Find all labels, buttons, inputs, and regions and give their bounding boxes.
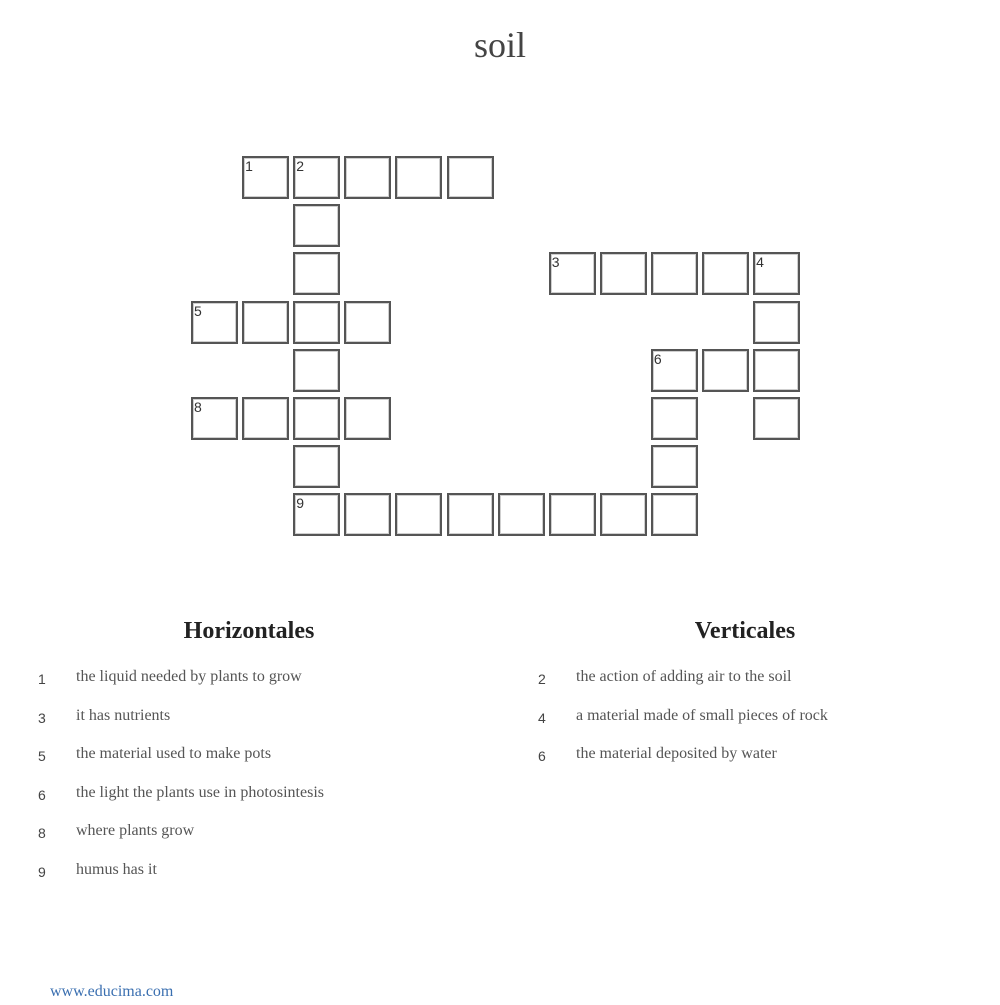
crossword-cell[interactable] — [753, 252, 800, 295]
clue-number: 4 — [538, 709, 546, 726]
crossword-cell[interactable] — [753, 397, 800, 440]
clue-text: the light the plants use in photosintesis — [76, 783, 324, 801]
crossword-cell[interactable] — [651, 397, 698, 440]
crossword-cell[interactable] — [600, 493, 647, 536]
cell-number: 4 — [756, 254, 764, 271]
crossword-cell[interactable] — [753, 349, 800, 392]
crossword-cell[interactable] — [702, 252, 749, 295]
clue-number: 5 — [38, 748, 46, 765]
clue-item — [38, 859, 498, 898]
crossword-cell[interactable] — [395, 493, 442, 536]
cell-number: 6 — [653, 350, 662, 367]
clue-number: 6 — [538, 748, 546, 765]
crossword-cell[interactable] — [344, 156, 391, 199]
clue-text: where plants grow — [76, 822, 195, 840]
vertical-heading: Verticales — [694, 618, 796, 644]
horizontal-clue-list — [38, 666, 498, 898]
crossword-cell[interactable] — [753, 301, 800, 344]
page-title: soil — [473, 25, 526, 65]
cell-number: 2 — [296, 158, 304, 174]
crossword-cell[interactable] — [702, 349, 749, 392]
clue-item — [538, 666, 978, 705]
clue-number: 2 — [538, 671, 546, 687]
clue-number: 8 — [38, 825, 46, 842]
crossword-cell[interactable] — [293, 397, 340, 440]
crossword-cell[interactable] — [498, 493, 545, 536]
crossword-cell[interactable] — [447, 493, 494, 536]
crossword-cell[interactable] — [242, 301, 289, 344]
cell-number: 1 — [245, 158, 253, 174]
horizontal-heading: Horizontales — [183, 618, 315, 644]
crossword-cell[interactable] — [344, 493, 391, 536]
cell-number: 5 — [194, 302, 202, 319]
clue-text: the material used to make pots — [76, 745, 272, 763]
clue-text: it has nutrients — [76, 706, 171, 724]
clue-number: 1 — [38, 671, 46, 687]
crossword-cell[interactable] — [242, 156, 289, 199]
clue-text: humus has it — [76, 860, 157, 878]
vertical-clue-list — [538, 666, 978, 782]
crossword-cell[interactable] — [651, 493, 698, 536]
footer-link[interactable]: www.educima.com — [50, 983, 174, 1000]
crossword-cell[interactable] — [242, 397, 289, 440]
clue-item — [38, 782, 498, 821]
crossword-cell[interactable] — [651, 252, 698, 295]
clue-item — [538, 705, 978, 744]
crossword-cell[interactable] — [293, 493, 340, 536]
crossword-cell[interactable] — [549, 252, 596, 295]
crossword-cell[interactable] — [293, 252, 340, 295]
clue-item — [38, 705, 498, 744]
clue-text: the material deposited by water — [576, 745, 777, 763]
crossword-cell[interactable] — [191, 301, 238, 344]
clue-text: a material made of small pieces of rock — [576, 706, 828, 724]
crossword-cell[interactable] — [344, 397, 391, 440]
clue-item — [38, 820, 498, 859]
crossword-cell[interactable] — [293, 156, 340, 199]
crossword-cell[interactable] — [191, 397, 238, 440]
crossword-cell[interactable] — [344, 301, 391, 344]
crossword-cell[interactable] — [293, 204, 340, 247]
crossword-cell[interactable] — [651, 445, 698, 488]
clue-text: the liquid needed by plants to grow — [76, 668, 302, 685]
crossword-cell[interactable] — [395, 156, 442, 199]
crossword-cell[interactable] — [549, 493, 596, 536]
clue-item — [38, 666, 498, 705]
crossword-cell[interactable] — [651, 349, 698, 392]
cell-number: 3 — [551, 254, 560, 271]
clue-item — [538, 743, 978, 782]
clue-text: the action of adding air to the soil — [576, 668, 792, 685]
crossword-cell[interactable] — [293, 301, 340, 344]
clue-number: 3 — [38, 709, 46, 726]
clue-number: 6 — [38, 786, 46, 803]
crossword-cell[interactable] — [600, 252, 647, 295]
cell-number: 8 — [194, 399, 202, 415]
cell-number: 9 — [296, 495, 304, 512]
clue-number: 9 — [38, 863, 46, 880]
clue-item — [38, 743, 498, 782]
crossword-cell[interactable] — [293, 349, 340, 392]
crossword-cell[interactable] — [447, 156, 494, 199]
crossword-cell[interactable] — [293, 445, 340, 488]
